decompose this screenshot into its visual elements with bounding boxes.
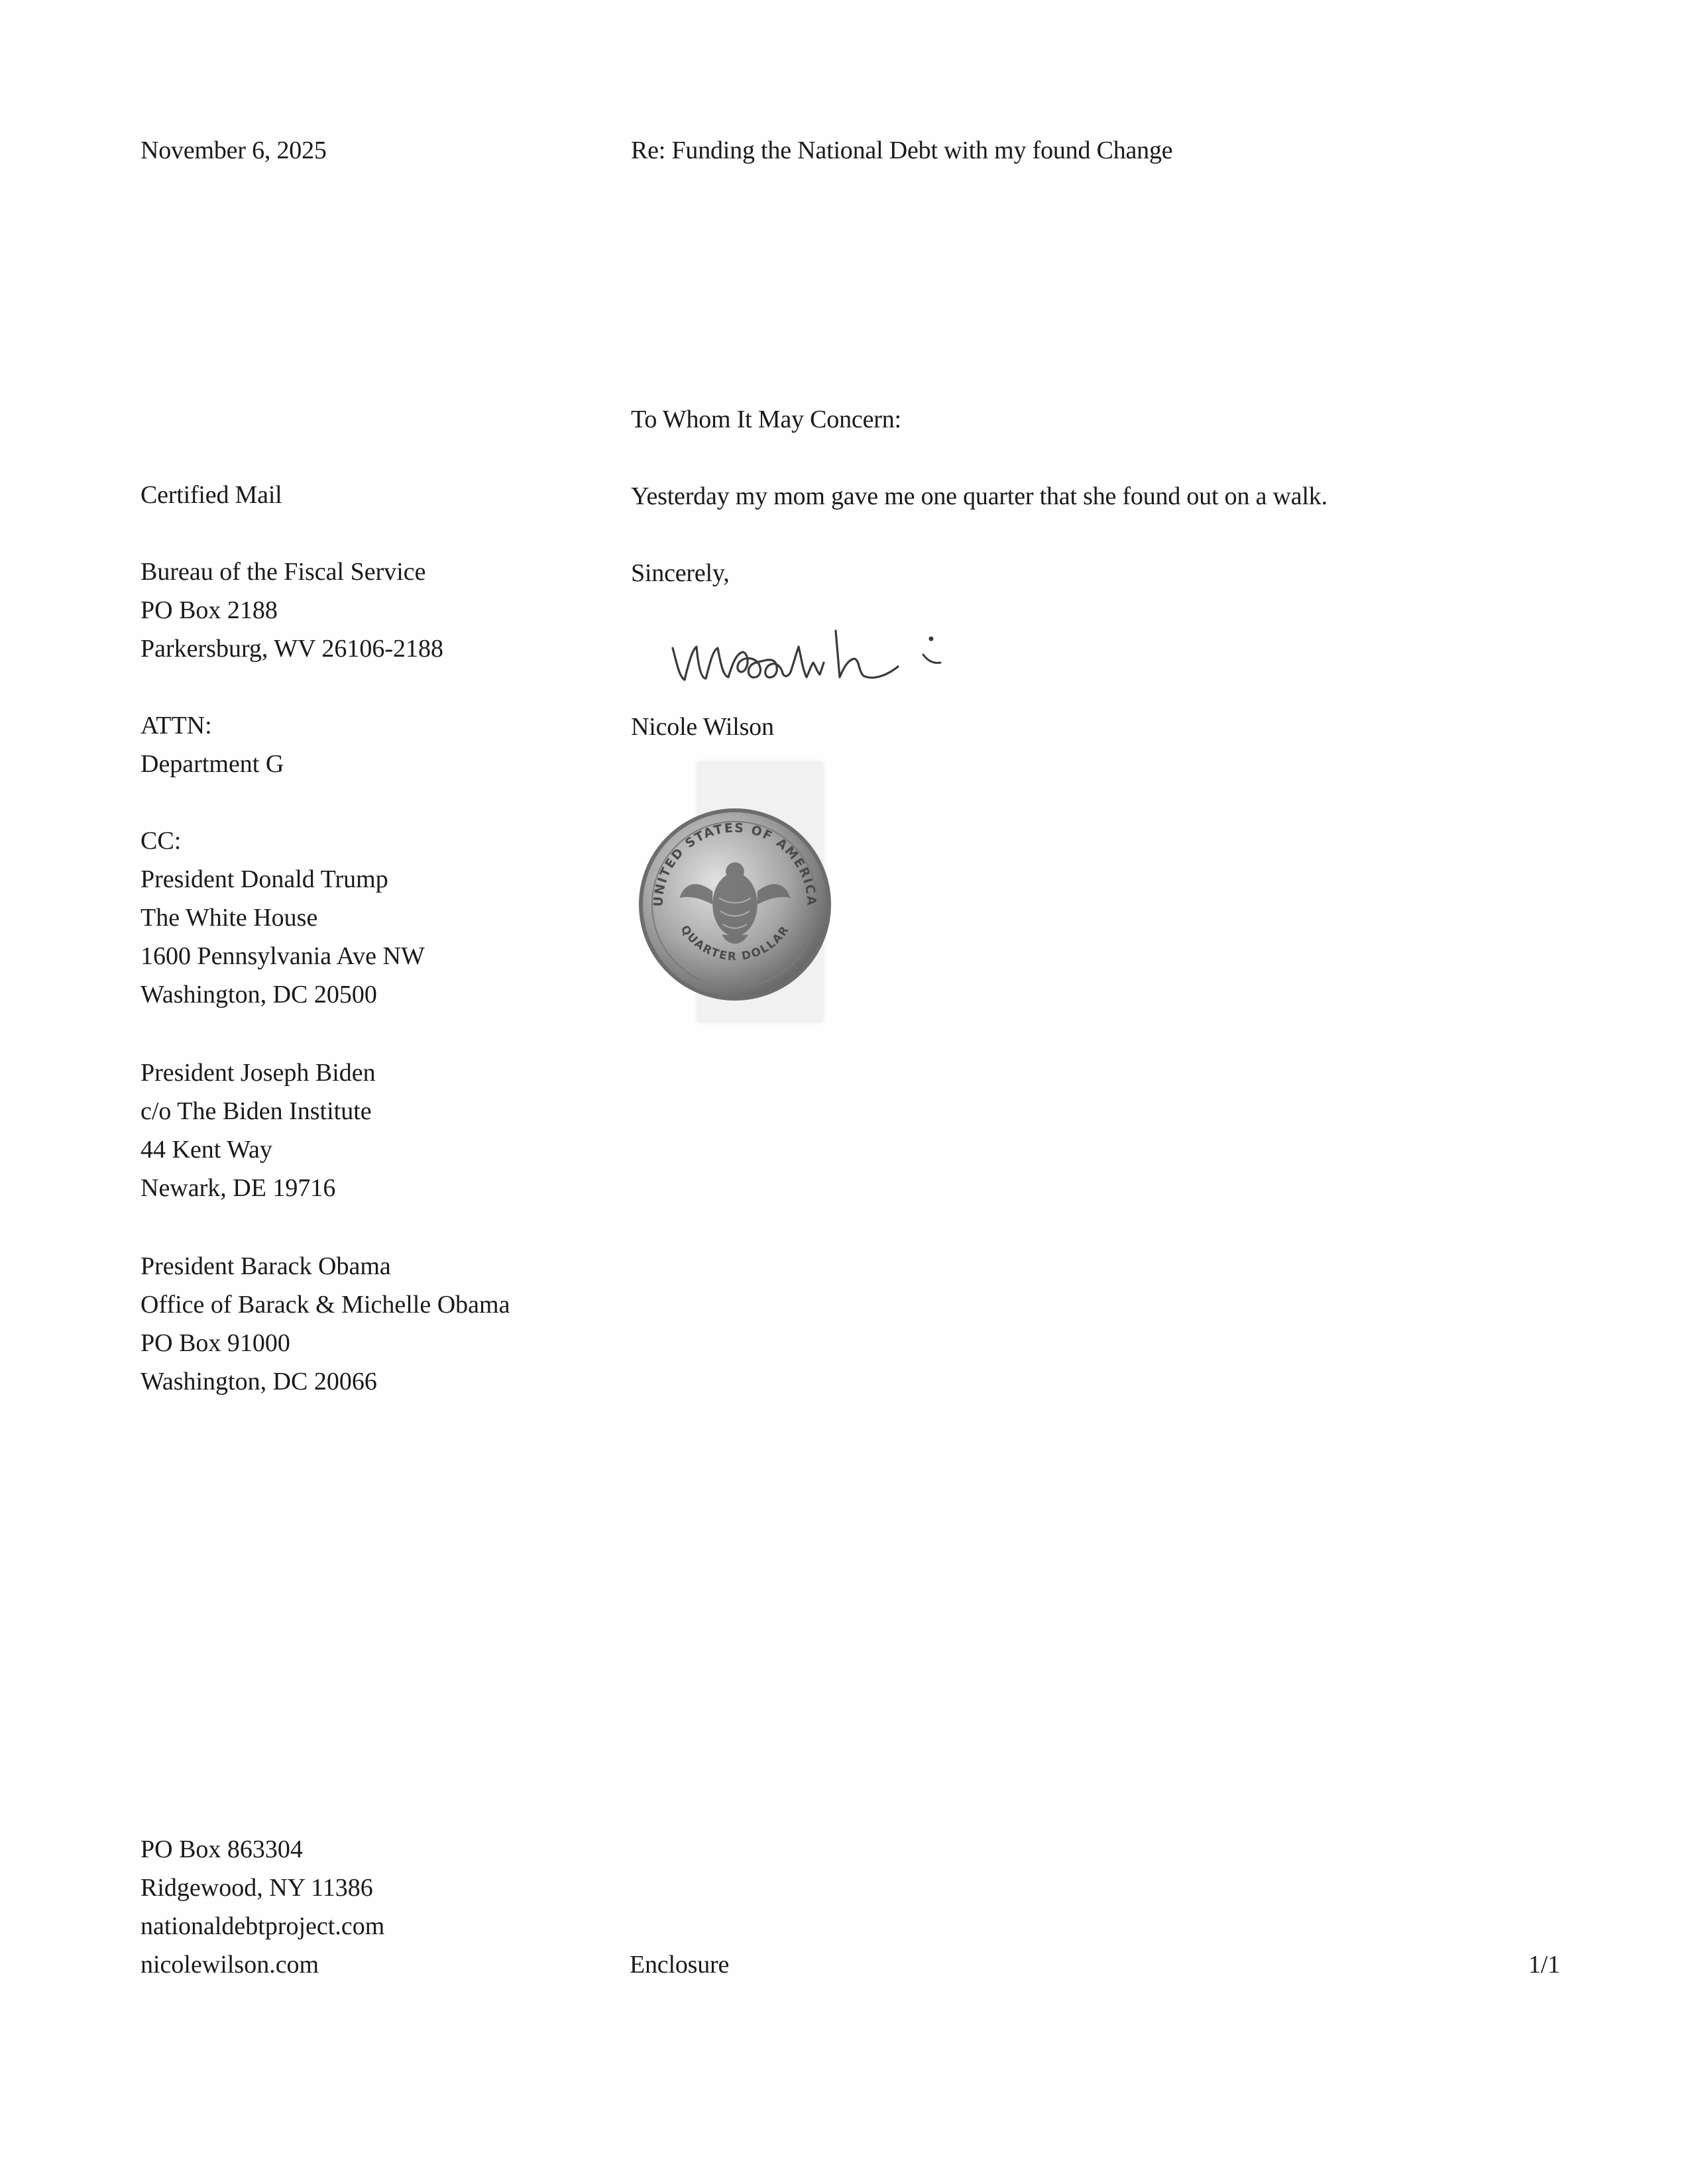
address-line: President Joseph Biden bbox=[140, 1059, 376, 1087]
address-line: Bureau of the Fiscal Service bbox=[140, 558, 426, 586]
sender-website: nationaldebtproject.com bbox=[140, 1912, 385, 1940]
address-line: 44 Kent Way bbox=[140, 1136, 272, 1164]
address-line: Office of Barack & Michelle Obama bbox=[140, 1291, 510, 1319]
attn-label: ATTN: bbox=[140, 712, 212, 739]
sender-address-line: Ridgewood, NY 11386 bbox=[140, 1874, 373, 1902]
letter-date: November 6, 2025 bbox=[140, 136, 327, 164]
address-line: c/o The Biden Institute bbox=[140, 1097, 372, 1125]
letter-body: Yesterday my mom gave me one quarter that she found out on a walk. bbox=[631, 482, 1327, 510]
sender-name: Nicole Wilson bbox=[631, 713, 774, 741]
sender-address bbox=[140, 1830, 384, 1984]
handwritten-signature bbox=[666, 616, 1011, 696]
address-line: President Barack Obama bbox=[140, 1252, 391, 1280]
attn-department: Department G bbox=[140, 750, 284, 778]
address-line: PO Box 91000 bbox=[140, 1329, 290, 1357]
address-line: President Donald Trump bbox=[140, 865, 388, 893]
cc-block-biden bbox=[140, 1054, 376, 1207]
cc-label: CC: bbox=[140, 827, 182, 855]
address-line: The White House bbox=[140, 904, 318, 932]
attention-block bbox=[140, 706, 284, 783]
salutation: To Whom It May Concern: bbox=[631, 406, 901, 433]
sender-address-line: PO Box 863304 bbox=[140, 1835, 303, 1863]
cc-block-obama bbox=[140, 1247, 510, 1401]
quarter-coin-image bbox=[636, 806, 834, 1003]
address-line: Washington, DC 20066 bbox=[140, 1368, 377, 1395]
letter-subject: Re: Funding the National Debt with my found Change bbox=[631, 136, 1173, 164]
address-line: Parkersburg, WV 26106-2188 bbox=[140, 635, 444, 663]
coin-rim-bottom-text: QUARTER DOLLAR bbox=[678, 922, 792, 963]
address-line: PO Box 2188 bbox=[140, 596, 278, 624]
address-line: 1600 Pennsylvania Ave NW bbox=[140, 942, 425, 970]
closing: Sincerely, bbox=[631, 559, 730, 587]
mail-type: Certified Mail bbox=[140, 481, 282, 509]
address-line: Newark, DE 19716 bbox=[140, 1174, 336, 1202]
cc-block-trump bbox=[140, 822, 425, 1014]
primary-recipient-address bbox=[140, 553, 443, 668]
sender-website: nicolewilson.com bbox=[140, 1951, 319, 1979]
coin-rim-top-text: UNITED STATES OF AMERICA bbox=[651, 820, 819, 907]
address-line: Washington, DC 20500 bbox=[140, 981, 377, 1009]
page-number: 1/1 bbox=[1528, 1951, 1560, 1979]
enclosure-note: Enclosure bbox=[630, 1951, 730, 1979]
